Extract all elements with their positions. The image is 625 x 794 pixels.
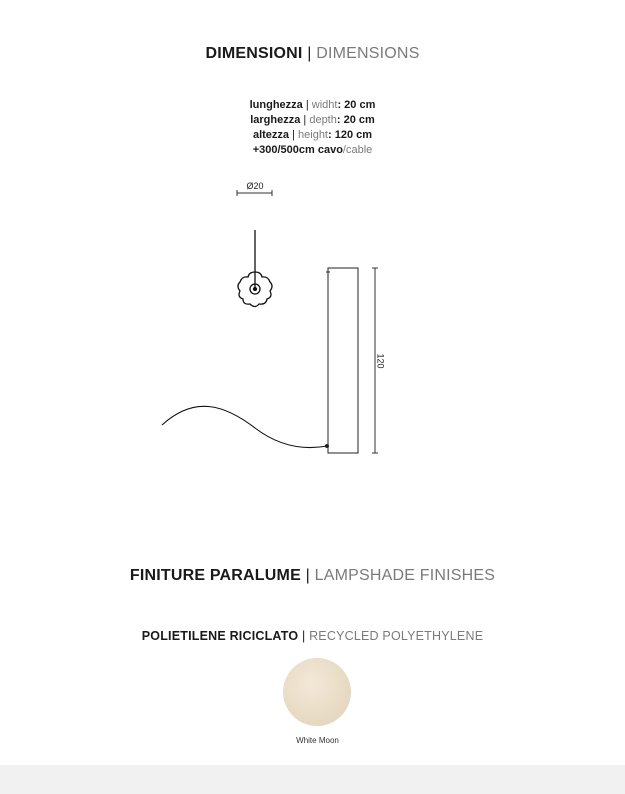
spec-separator: | [289,129,299,141]
side-view-drawing [162,268,358,453]
diameter-label: Ø20 [246,181,264,191]
title-separator: | [302,45,317,62]
footer-band [0,765,625,794]
spec-separator: | [302,99,312,111]
spec-width-value: : 20 cm [336,114,375,126]
spec-separator: | [300,114,310,126]
spec-width-it: larghezza [250,114,301,126]
spec-height-en: height [298,129,328,141]
spec-cable-it: +300/500cm cavo [252,144,343,156]
finish-swatch-white-moon[interactable] [283,658,351,726]
finishes-title [0,567,625,585]
top-view-drawing [238,230,272,307]
spec-length-value: : 20 cm [337,99,376,111]
spec-cable-slash: / [342,144,346,156]
finishes-title-it: FINITURE PARALUME [129,567,301,584]
material-title-en: RECYCLED POLYETHYLENE [309,629,484,643]
finish-label: White Moon [296,736,339,745]
material-title [0,629,625,643]
spec-cable-en: cable [345,144,373,156]
dimensions-title-it: DIMENSIONI [205,45,303,62]
title-separator: | [298,629,310,643]
height-label: 120 [375,353,386,369]
spec-length-en: widht [311,99,338,111]
spec-height-value: : 120 cm [328,129,373,141]
finishes-title-en: LAMPSHADE FINISHES [314,567,496,584]
dimensions-title-en: DIMENSIONS [316,45,420,62]
spec-height-it: altezza [252,129,290,141]
material-title-it: POLIETILENE RICICLATO [141,629,299,643]
title-separator: | [300,567,315,584]
spec-width-en: depth [309,114,337,126]
spec-length-it: lunghezza [249,99,303,111]
